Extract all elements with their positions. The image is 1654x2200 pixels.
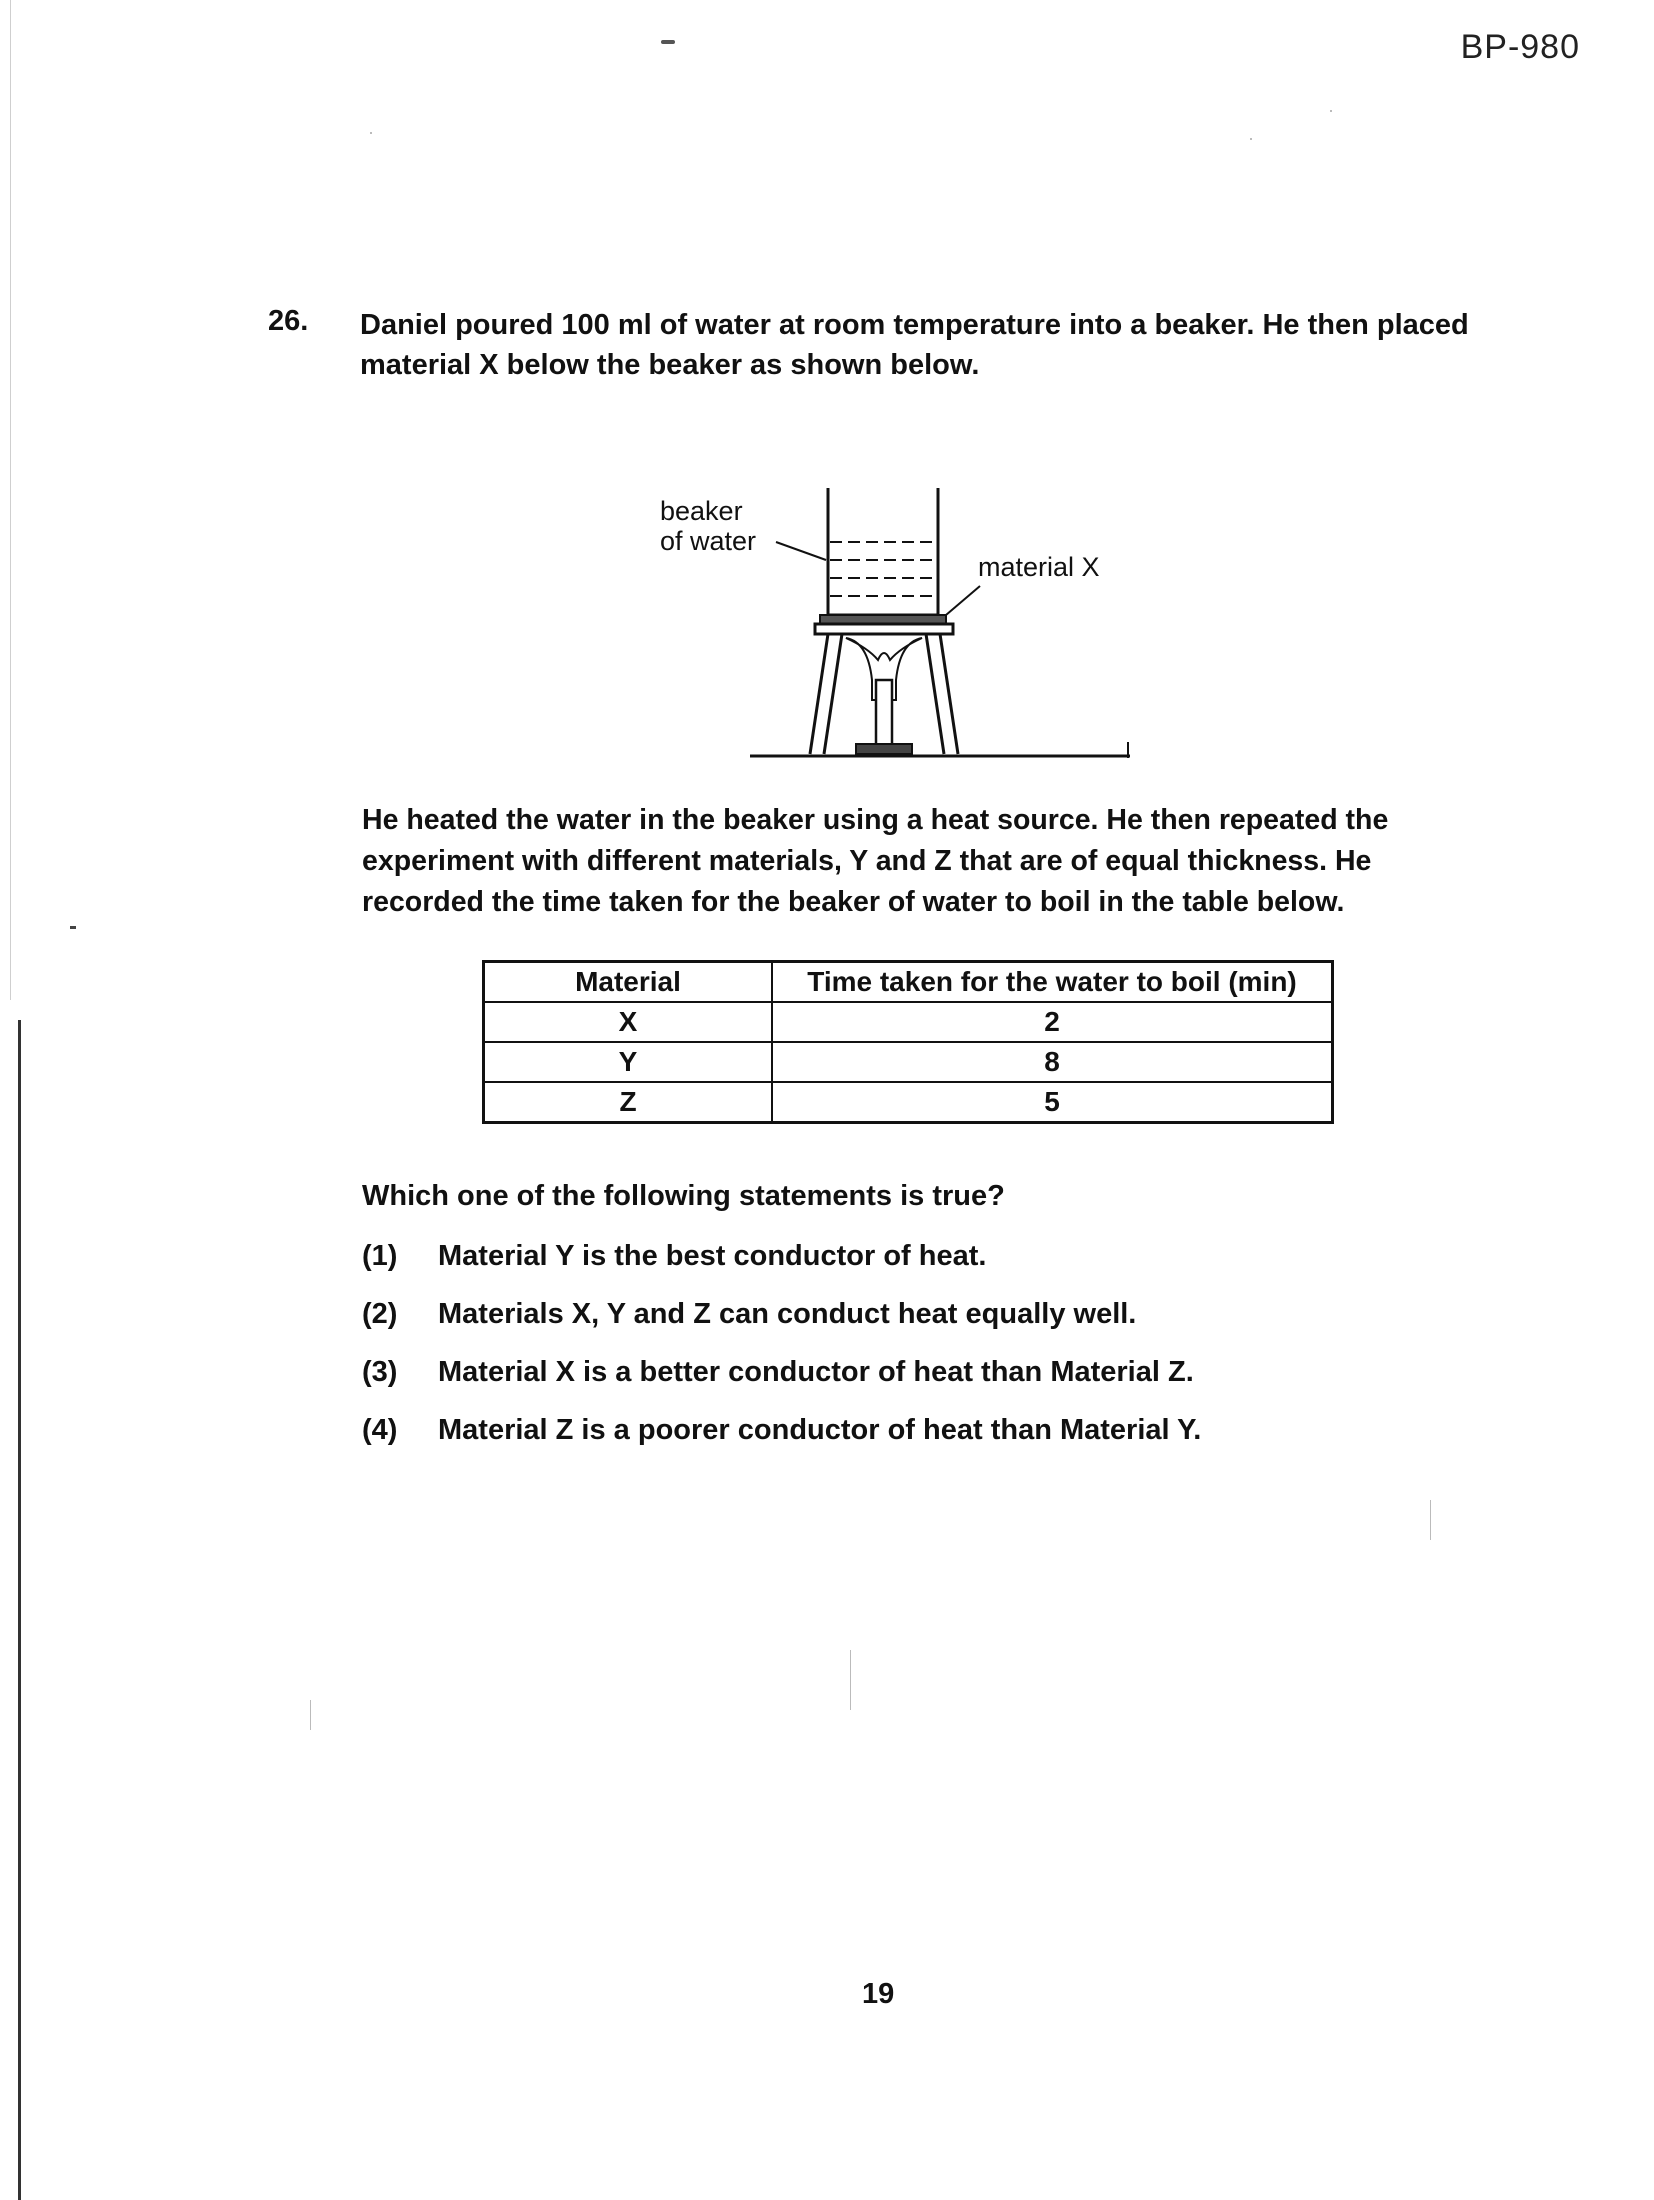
scan-binding-line [18,1020,21,2200]
option-text: Materials X, Y and Z can conduct heat equally well. [438,1298,1137,1330]
tripod-top [815,624,953,634]
option-text: Material X is a better conductor of heat than Material Z. [438,1356,1194,1388]
cell-time: 2 [772,1002,1333,1042]
option-1[interactable] [362,1240,1201,1298]
burner-base [856,744,912,754]
table-row [484,1082,1333,1123]
procedure-paragraph: He heated the water in the beaker using a heat source. He then repeated the experiment with different materials, Y and Z that are of equal thickness. He recorded the time taken for the beaker of water to boil in the table below. [362,804,1389,918]
option-text: Material Z is a poorer conductor of heat than Material Y. [438,1414,1202,1446]
scan-speck [310,1700,311,1730]
answer-options [362,1240,1201,1472]
scan-speck [1250,138,1252,140]
beaker [828,488,938,615]
option-4[interactable] [362,1414,1201,1472]
table-row [484,1042,1333,1082]
scan-edge-line [10,0,11,1000]
cell-time: 5 [772,1082,1333,1123]
label-beaker-line1: beaker [660,496,743,526]
label-material: material X [978,552,1100,582]
question-number: 26. [268,305,309,337]
option-number: (3) [362,1356,398,1388]
option-number: (2) [362,1298,398,1330]
cell-material: X [484,1002,773,1042]
results-table [482,960,1334,1124]
material-pointer [946,586,980,615]
page-number: 19 [862,1978,895,2010]
experiment-diagram [650,480,1160,780]
scan-speck [370,132,372,134]
option-2[interactable] [362,1298,1201,1356]
scan-speck [70,926,76,929]
scan-speck [1330,110,1332,112]
cell-material: Z [484,1082,773,1123]
table-row [484,1002,1333,1042]
cell-material: Y [484,1042,773,1082]
paper-code: BP-980 [1460,28,1580,66]
beaker-pointer [776,542,826,560]
option-text: Material Y is the best conductor of heat. [438,1240,987,1272]
label-beaker-line2: of water [660,526,757,556]
question-text: Daniel poured 100 ml of water at room temperature into a beaker. He then placed material X below the beaker as shown below. [360,309,1469,381]
option-number: (4) [362,1414,398,1446]
scan-speck [1430,1500,1431,1540]
cell-time: 8 [772,1042,1333,1082]
header-time: Time taken for the water to boil (min) [772,962,1333,1003]
scan-mark [661,40,675,44]
option-3[interactable] [362,1356,1201,1414]
option-number: (1) [362,1240,398,1272]
burner-tube [876,680,892,750]
scan-speck [850,1650,851,1710]
table-header-row [484,962,1333,1003]
question-stem: Which one of the following statements is true? [362,1180,1005,1212]
header-material: Material [484,962,773,1003]
